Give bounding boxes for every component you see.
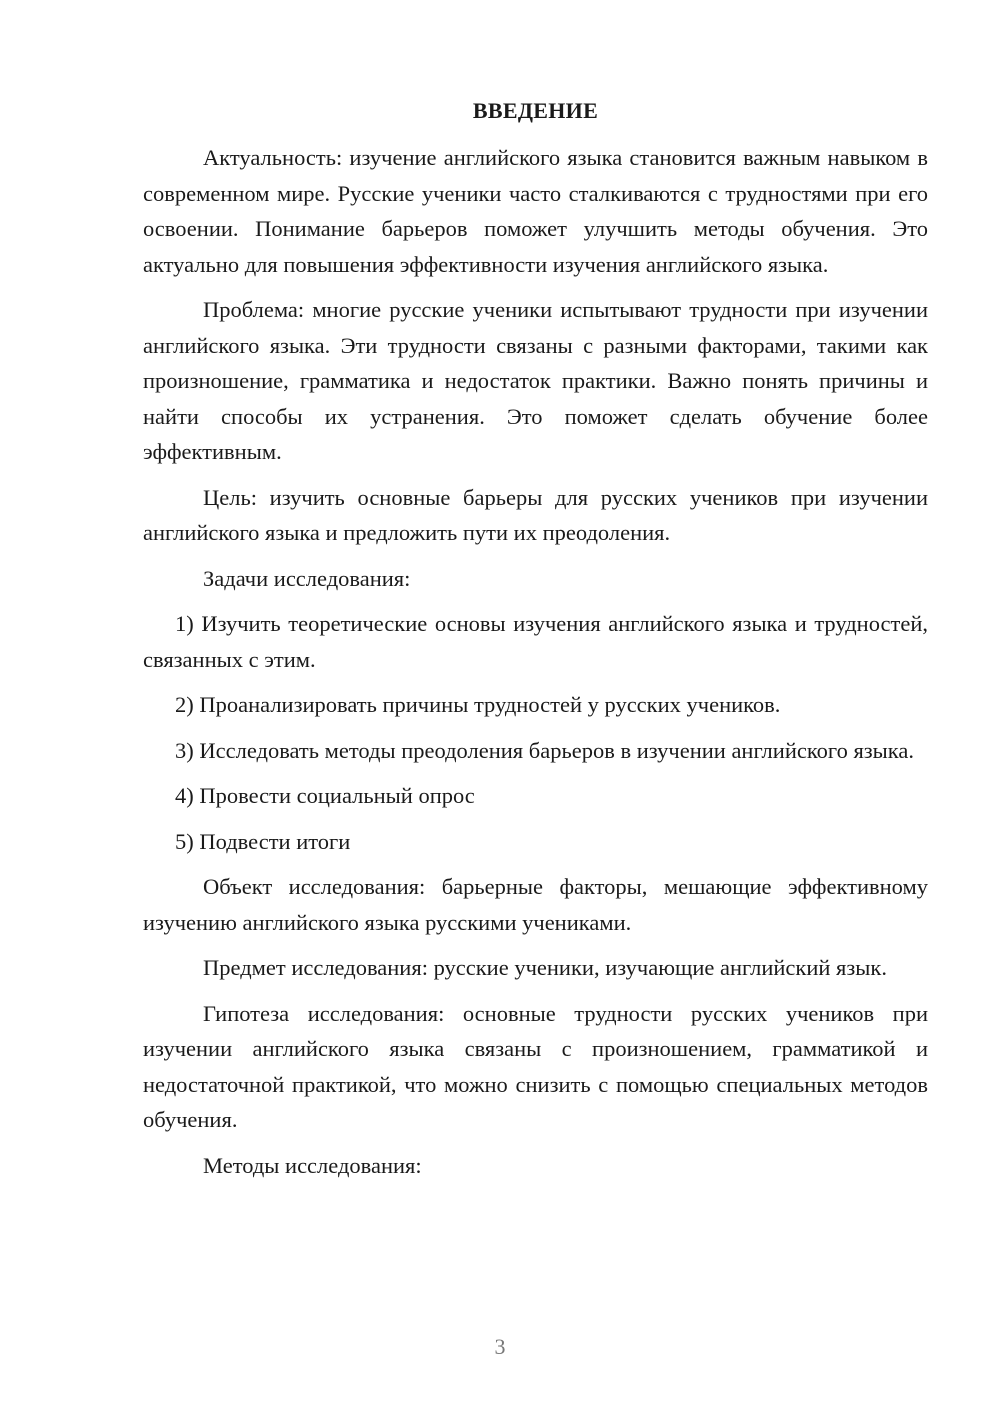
task-item-3: 3) Исследовать методы преодоления барьеров в изучении английского языка. — [175, 737, 914, 763]
paragraph-relevance: Актуальность: изучение английского языка становится важным навыком в современном мире. Русские ученики часто сталкиваются с трудностями при его освоении. Понимание барьеров поможет улучшить методы обучения. Это актуально для повышения эффективности изучения английского языка. — [143, 145, 928, 277]
section-heading: ВВЕДЕНИЕ — [472, 98, 599, 123]
task-item-2: 2) Проанализировать причины трудностей у русских учеников. — [175, 692, 781, 717]
paragraph-hypothesis: Гипотеза исследования: основные трудности русских учеников при изучении английского языка связаны с произношением, грамматикой и недостаточной практикой, что можно снизить с помощью специальных методов обучения. — [143, 1000, 928, 1132]
paragraph-subject: Предмет исследования: русские ученики, изучающие английский язык. — [203, 955, 887, 980]
task-item-5: 5) Подвести итоги — [175, 828, 351, 854]
task-item-4: 4) Провести социальный опрос — [175, 783, 475, 808]
tasks-title: Задачи исследования: — [203, 565, 411, 591]
paragraph-object: Объект исследования: барьерные факторы, мешающие эффективному изучению английского языка русскими учениками. — [143, 874, 928, 935]
page-number: 3 — [494, 1334, 506, 1359]
methods-title: Методы исследования: — [203, 1152, 422, 1178]
paragraph-goal: Цель: изучить основные барьеры для русских учеников при изучении английского языка и предложить пути их преодоления. — [143, 484, 928, 545]
page-content — [143, 93, 928, 1193]
paragraph-problem: Проблема: многие русские ученики испытывают трудности при изучении английского языка. Эти трудности связаны с разными факторами, такими как произношение, грамматика и недостаток практики. Важно понять причины и найти способы их устранения. Это поможет сделать обучение более эффективным. — [143, 297, 928, 464]
task-item-1: 1) Изучить теоретические основы изучения английского языка и трудностей, связанных с этим. — [143, 611, 928, 672]
